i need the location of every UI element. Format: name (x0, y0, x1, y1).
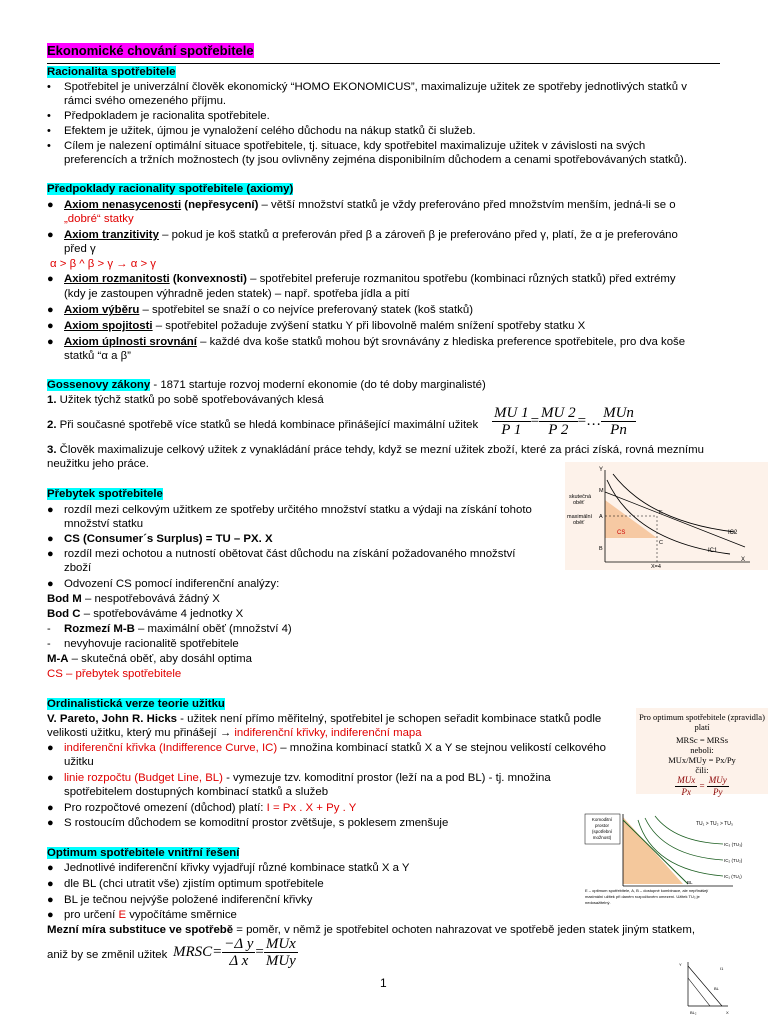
axiom-6 (64, 335, 685, 349)
box-f2: neboli: (690, 745, 714, 755)
mrs-term: Mezní míra substituce ve spotřebě (47, 924, 234, 936)
axiom-6-b: statků “α a β” (64, 350, 131, 362)
axiom-1-red: „dobré“ statky (64, 213, 134, 225)
cs-b3b: zboží (64, 562, 92, 574)
caption-1: E – optimum spotřebitele, A, B – dostupné kombinace, ale nepřinášejí (585, 888, 709, 893)
bullet-dot: ● (47, 909, 54, 921)
legend-text: (spotřební (591, 829, 613, 834)
bullet-dot: ● (47, 229, 54, 241)
box-fraction (636, 775, 768, 798)
axiom-term: Axiom tranzitivity (64, 229, 159, 241)
denominator: Δ x (229, 953, 249, 969)
rozmezi-mb (64, 622, 292, 636)
box-f3: MUx/MUy = Px/Py (668, 755, 736, 765)
heading-text: Přebytek spotřebitele (47, 488, 163, 500)
bullet-dot: ● (47, 742, 54, 754)
bullet-dot: ● (47, 878, 54, 890)
bullet-dot: ● (47, 199, 54, 211)
gossen-intro: - 1871 startuje rozvoj moderní ekonomie (do té doby marginalisté) (150, 379, 486, 391)
small-graph-svg (676, 958, 732, 1018)
label-bl: BL (714, 986, 719, 991)
gossen-heading-line (47, 378, 486, 392)
cs-red-label: CS – přebytek spotřebitele (47, 668, 182, 680)
bullet-dot: ● (47, 273, 54, 285)
mrs-label: MRSC= (173, 943, 223, 960)
bullet-dot: ● (47, 772, 54, 784)
dash-bullet: - (47, 623, 51, 635)
small-budget-graph (676, 958, 732, 1018)
heading-text: Optimum spotřebitele vnitřní řešení (47, 847, 240, 859)
label-m: M (599, 488, 604, 494)
axiom-term: Axiom úplnosti srovnání (64, 336, 197, 348)
term-desc: – množina kombinací statků X a Y se stejnou velikostí celkového (277, 742, 606, 754)
cs-graph (565, 462, 768, 570)
label-ic2: IC2 (728, 530, 738, 536)
bod-c (47, 607, 243, 621)
ord-b2 (64, 771, 551, 785)
term-desc: Pro rozpočtové omezení (důchod) platí: (64, 802, 267, 814)
authors: V. Pareto, John R. Hicks (47, 713, 177, 725)
equals-sign: = (255, 943, 264, 960)
bullet-dot: ● (47, 304, 54, 316)
gossen-1 (47, 393, 324, 407)
cs-graph-svg (565, 462, 768, 570)
nevyhovuje: nevyhovuje racionalitě spotřebitele (64, 638, 239, 650)
title-text: Ekonomické chování spotřebitele (47, 43, 254, 58)
bullet-dot: • (47, 110, 51, 122)
bullet-dot: • (47, 140, 51, 152)
denominator: Pn (610, 422, 627, 438)
label-obet: oběť (573, 520, 585, 526)
mrs-formula (173, 936, 298, 969)
optimum-graph-svg (583, 812, 768, 912)
label-i1: I1 (720, 966, 724, 971)
axiom-5 (64, 319, 585, 333)
commodity-space (623, 817, 683, 884)
bullet-dot: ● (47, 894, 54, 906)
ord-l2 (47, 726, 422, 740)
cs-b3a: rozdíl mezi ochotou a nutností obětovat část důchodu na získání požadovaného množství (64, 548, 516, 560)
caption-2: maximální užitek při daném rozpočtovém omezení. Užitek TU₃ je (585, 894, 700, 899)
ord-b1 (64, 741, 606, 755)
s1-b2: Předpokladem je racionalita spotřebitele. (64, 110, 270, 122)
ellipsis: =… (577, 412, 602, 429)
law-number: 1. (47, 394, 57, 406)
axiom-paren: (konvexnosti) (169, 273, 247, 285)
optimum-graph (583, 812, 768, 912)
fraction (492, 405, 531, 438)
denominator: Px (681, 787, 691, 797)
bullet-dot: ● (47, 320, 54, 332)
cs-formula: CS (Consumer´s Surplus) = TU – PX. X (64, 533, 273, 545)
ord-b1b: užitku (64, 756, 94, 768)
label-e: E (659, 510, 663, 516)
legend-text: Komoditní (591, 817, 613, 822)
heading-axiomy (47, 182, 293, 196)
legend-text: možnost) (592, 835, 612, 840)
s1-b1a: Spotřebitel je univerzální člověk ekonomický “HOMO EKONOMICUS”, maximalizuje užitek ze spotřeby jednotlivých statků v (64, 81, 687, 93)
axiom-desc: – větší množství statků je vždy preferováno před množstvím menším, jedná-li se o (258, 199, 676, 211)
label-bold: M-A (47, 653, 69, 665)
label-b: B (599, 546, 603, 552)
gossen-formula (492, 405, 636, 438)
s1-b1b: rámci svého omezeného příjmu. (64, 95, 227, 107)
ord-b4: S rostoucím důchodem se komoditní prostor zvětšuje, s poklesem zmenšuje (64, 817, 449, 829)
s1-b4b: preferencích a tržních možnostech (ty jsou ovlivněny zejména disponibilním důchodem a cenami spotřebovávaných statků). (64, 154, 688, 166)
axiom-desc: – pokud je koš statků α preferován před β a zároveň β je preferováno před γ, platí, že α je preferováno (158, 229, 678, 241)
label-desc: – nespotřebovává žádný X (81, 593, 220, 605)
fraction (601, 405, 636, 438)
mrs-line (47, 923, 695, 937)
bullet-dot: ● (47, 578, 54, 590)
law-number: 2. (47, 419, 57, 431)
numerator: MU 2 (541, 405, 576, 421)
transitivity-formula: α > β ^ β > γ → α > γ (50, 258, 157, 270)
opt-b3: BL je tečnou nejvýše položené indiferenční křivky (64, 894, 313, 906)
fraction (675, 775, 697, 798)
opt-red: E (118, 909, 127, 921)
axiom-desc: – každé dva koše statků mohou být srovnávány z hlediska preference spotřebitele, pro dva koše (196, 336, 686, 348)
label-skutecna: skutečná (569, 494, 592, 500)
axiom-2 (64, 228, 678, 242)
ord-desc: - užitek není přímo měřitelný, spotřebitel je schopen seřadit kombinace statků podle (177, 713, 602, 725)
axiom-4 (64, 303, 473, 317)
bullet-dot: • (47, 81, 51, 93)
cs-b1a: rozdíl mezi celkovým užitkem ze spotřeby určitého množství statku a výdaji na získání tohoto (64, 504, 532, 516)
cs-b4: Odvození CS pomocí indiferenční analýzy: (64, 578, 280, 590)
axiom-term: Axiom výběru (64, 304, 140, 316)
label-bold: Bod M (47, 593, 82, 605)
bullet-dot: ● (47, 817, 54, 829)
bullet-dot: ● (47, 548, 54, 560)
opt-b4 (64, 908, 237, 922)
axiom-desc: – spotřebitel se snaží o co nejvíce preferovaný statek (koš statků) (139, 304, 473, 316)
fraction (222, 936, 255, 969)
title-underline (47, 63, 720, 64)
heading-text: Ordinalistická verze teorie užitku (47, 698, 225, 710)
ord-b3 (64, 801, 356, 815)
label-bold: Bod C (47, 608, 81, 620)
axiom-1 (64, 198, 676, 212)
opt-b1: Jednotlivé indiferenční křivky vyjadřují různé kombinace statků X a Y (64, 862, 410, 874)
axiom-3 (64, 272, 676, 286)
fraction (264, 936, 298, 969)
label-y: Y (599, 467, 604, 473)
bullet-dot: ● (47, 533, 54, 545)
s1-b4a: Cílem je nalezení optimální situace spotřebitele, tj. situace, kdy spotřebitel maximalizuje užitek v závislosti na svých (64, 140, 646, 152)
axiom-term: Axiom spojitosti (64, 320, 153, 332)
axiom-paren: (nepřesycení) (181, 199, 259, 211)
bullet-dot: • (47, 125, 51, 137)
budget-formula: I = Px . X + Py . Y (266, 802, 357, 814)
label-desc: – maximální oběť (množství 4) (134, 623, 292, 635)
heading-optimum (47, 846, 239, 860)
label-bold: Rozmezí M-B (64, 623, 135, 635)
ord-l1 (47, 712, 601, 726)
document-title (47, 44, 254, 58)
s1-b3: Efektem je užitek, újmou je vynaložení celého důchodu na nákup statků či služeb. (64, 125, 476, 137)
axiom-desc: – spotřebitel požaduje zvýšení statku Y při libovolně malém snížení spotřeby statku X (152, 320, 586, 332)
bullet-dot: ● (47, 504, 54, 516)
law-text: Člověk maximalizuje celkový užitek z vynakládání práce tehdy, když se mezní užitek zboží, které za práci získá, rovná meznímu (56, 444, 704, 456)
label-x: X (741, 557, 746, 563)
label-maximalni: maximální (567, 514, 593, 520)
label-bl: BL (687, 880, 693, 885)
equals-sign: = (699, 780, 705, 791)
m-a (47, 652, 252, 666)
ord-red: indiferenční křivky, indiferenční mapa (231, 727, 422, 739)
mrs-desc: = poměr, v němž je spotřebitel ochoten nahrazovat ve spotřebě jeden statek jiným statkem, (233, 924, 695, 936)
denominator: P 1 (501, 422, 522, 438)
law-text: Užitek týchž statků po sobě spotřebovávaných klesá (56, 394, 324, 406)
term-desc: - vymezuje tzv. komoditní prostor (leží na a pod BL) - tj. množina (222, 772, 551, 784)
bullet-dot: ● (47, 862, 54, 874)
label-a: A (599, 514, 603, 520)
budget-line-2 (688, 978, 710, 1006)
label-ic1: IC1 (708, 548, 718, 554)
label-obet: oběť (573, 500, 585, 506)
label-bl2: BL₂ (690, 1010, 697, 1015)
bullet-dot: ● (47, 336, 54, 348)
heading-text: Racionalita spotřebitele (47, 66, 176, 78)
legend-text: prostor (594, 823, 610, 828)
optimum-formula-box (636, 708, 768, 797)
label-y: Y (679, 962, 682, 967)
heading-racionalita (47, 65, 176, 79)
heading-text: Gossenovy zákony (47, 379, 151, 391)
label-x: X (726, 1010, 729, 1015)
caption-3: nedosažitelný. (585, 900, 611, 905)
opt-text: pro určení (64, 909, 119, 921)
axiom-desc: – spotřebitel preferuje rozmanitou spotřebu (kombinaci různých statků) před extrémy (246, 273, 676, 285)
numerator: MUn (603, 405, 634, 421)
fraction (539, 405, 578, 438)
heading-prebytek (47, 487, 163, 501)
cs-b1b: množství statku (64, 518, 144, 530)
term-red: linie rozpočtu (Budget Line, BL) (64, 772, 223, 784)
axiom-term: Axiom rozmanitosti (64, 273, 170, 285)
label-desc: – spotřebováváme 4 jednotky X (80, 608, 244, 620)
numerator: MUx (265, 936, 296, 952)
label-cs: CS (617, 530, 626, 536)
box-f4: čili: (695, 765, 709, 775)
label-ic2: IC₂ (TU₂) (724, 858, 743, 863)
dash-bullet: - (47, 638, 51, 650)
bod-m (47, 592, 220, 606)
label-c: C (659, 540, 663, 546)
label-ic3: IC₃ (TU₃) (724, 842, 743, 847)
heading-ordinal (47, 697, 225, 711)
law-text: Při současné spotřebě více statků se hledá kombinace přinášející maximální užitek (56, 419, 479, 431)
numerator: −Δ y (224, 936, 254, 952)
box-f1: MRSc = MRSs (675, 735, 729, 745)
opt-b2: dle BL (chci utratit vše) zjistím optimum spotřebitele (64, 878, 324, 890)
mrs-line2: aniž by se změnil užitek (47, 949, 168, 961)
bullet-dot: ● (47, 802, 54, 814)
label-ic1: IC₁ (TU₁) (724, 874, 742, 879)
tu-label: TU₁ > TU₂ > TU₃ (696, 821, 733, 827)
page-number: 1 (380, 976, 387, 990)
denominator: MUy (265, 953, 296, 969)
gossen-3a (47, 443, 704, 457)
label-desc: – skutečná oběť, aby dosáhl optima (68, 653, 252, 665)
denominator: P 2 (548, 422, 569, 438)
opt-text: vypočítáme směrnice (126, 909, 237, 921)
ord-desc: velikosti užitku, který mu přinášejí → (47, 727, 232, 739)
ord-b2b: spotřebitelem dostupných kombinací statků a služeb (64, 786, 329, 798)
numerator: MU 1 (494, 405, 529, 421)
equals-sign: = (530, 412, 540, 429)
term-red: indiferenční křivka (Indifference Curve, IC) (64, 742, 278, 754)
axiom-term: Axiom nenasycenosti (64, 199, 182, 211)
axiom-2-b: před γ (64, 243, 96, 255)
fraction (707, 775, 729, 798)
gossen-2 (47, 418, 478, 432)
label-x4: X=4 (651, 564, 661, 570)
denominator: Py (713, 787, 723, 797)
gossen-3b: neužitku jeho práce. (47, 458, 149, 470)
numerator: MUx (677, 775, 696, 785)
law-number: 3. (47, 444, 57, 456)
numerator: MUy (708, 775, 727, 785)
axiom-3-b: (kdy je zastoupen výhradně jeden statek) – např. spotřeba jídla a pití (64, 288, 410, 300)
box-title: Pro optimum spotřebitele (zpravidla) platí (639, 712, 765, 732)
heading-text: Předpoklady racionality spotřebitele (axiomy) (47, 183, 294, 195)
